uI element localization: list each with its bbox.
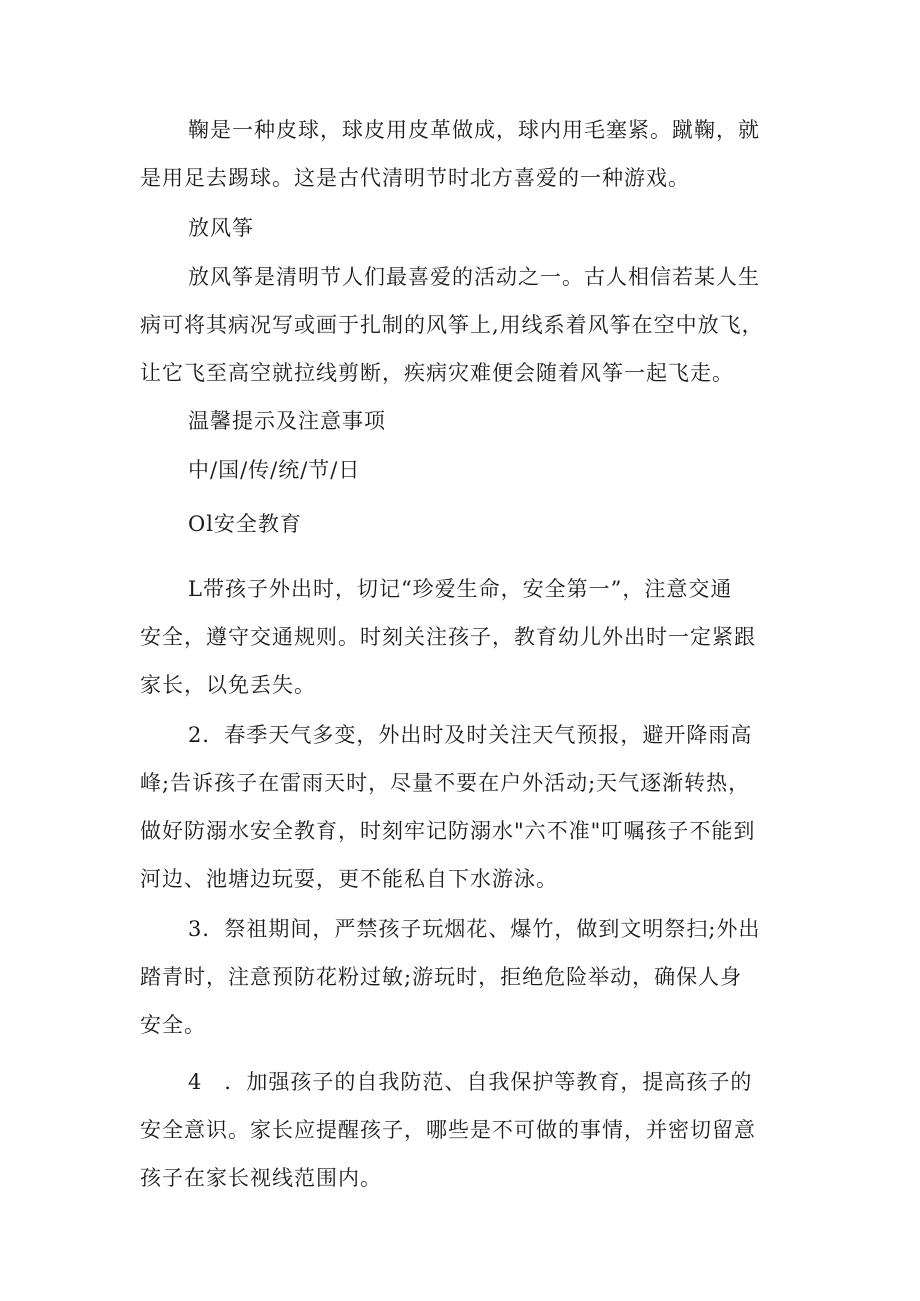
text-line: 家长，以免丢失。	[140, 673, 316, 697]
text-line: 孩子在家长视线范围内。	[140, 1166, 382, 1190]
text-line: 是用足去踢球。这是古代清明节时北方喜爱的一种游戏。	[140, 166, 690, 190]
text-line: 做好防溺水安全教育，时刻牢记防溺水"六不准"叮嘱孩子不能到	[140, 819, 756, 843]
heading-kite: 放风筝	[188, 216, 254, 240]
text-line: 放风筝是清明节人们最喜爱的活动之一。古人相信若某人生	[188, 265, 760, 289]
text-line: 鞠是一种皮球，球皮用皮革做成，球内用毛塞紧。蹴鞠，就	[188, 118, 760, 142]
heading-tips: 温馨提示及注意事项	[188, 409, 386, 433]
text-line: 病可将其病况写或画于扎制的风筝上,用线系着风筝在空中放飞，	[140, 313, 764, 337]
text-line: 安全。	[140, 1013, 206, 1037]
text-line: 让它飞至高空就拉线剪断，疾病灾难便会随着风筝一起飞走。	[140, 361, 734, 385]
text-line: 河边、池塘边玩耍，更不能私自下水游泳。	[140, 867, 558, 891]
text-line: 踏青时，注意预防花粉过敏;游玩时，拒绝危险举动，确保人身	[140, 965, 743, 989]
text-line: 2．春季天气多变，外出时及时关注天气预报，避开降雨高	[188, 723, 753, 747]
text-line: 3．祭祖期间，严禁孩子玩烟花、爆竹，做到文明祭扫;外出	[188, 917, 761, 941]
text-line: 4 ．加强孩子的自我防范、自我保护等教育，提高孩子的	[188, 1070, 753, 1094]
text-line: 安全，遵守交通规则。时刻关注孩子，教育幼儿外出时一定紧跟	[140, 625, 756, 649]
text-line: L带孩子外出时，切记“珍爱生命，安全第一”，注意交通	[188, 577, 733, 601]
text-line: 峰;告诉孩子在雷雨天时，尽量不要在户外活动;天气逐渐转热，	[140, 771, 751, 795]
safety-item-1	[140, 565, 782, 709]
safety-item-3	[140, 905, 782, 1049]
safety-item-4	[140, 1058, 782, 1202]
heading-festival: 中/国/传/统/节/日	[188, 458, 361, 482]
heading-safety: Ol安全教育	[188, 512, 302, 536]
text-line: 安全意识。家长应提醒孩子，哪些是不可做的事情，并密切留意	[140, 1118, 756, 1142]
safety-item-2	[140, 711, 782, 903]
paragraph-kite	[140, 253, 782, 397]
paragraph-cuju	[140, 106, 782, 202]
